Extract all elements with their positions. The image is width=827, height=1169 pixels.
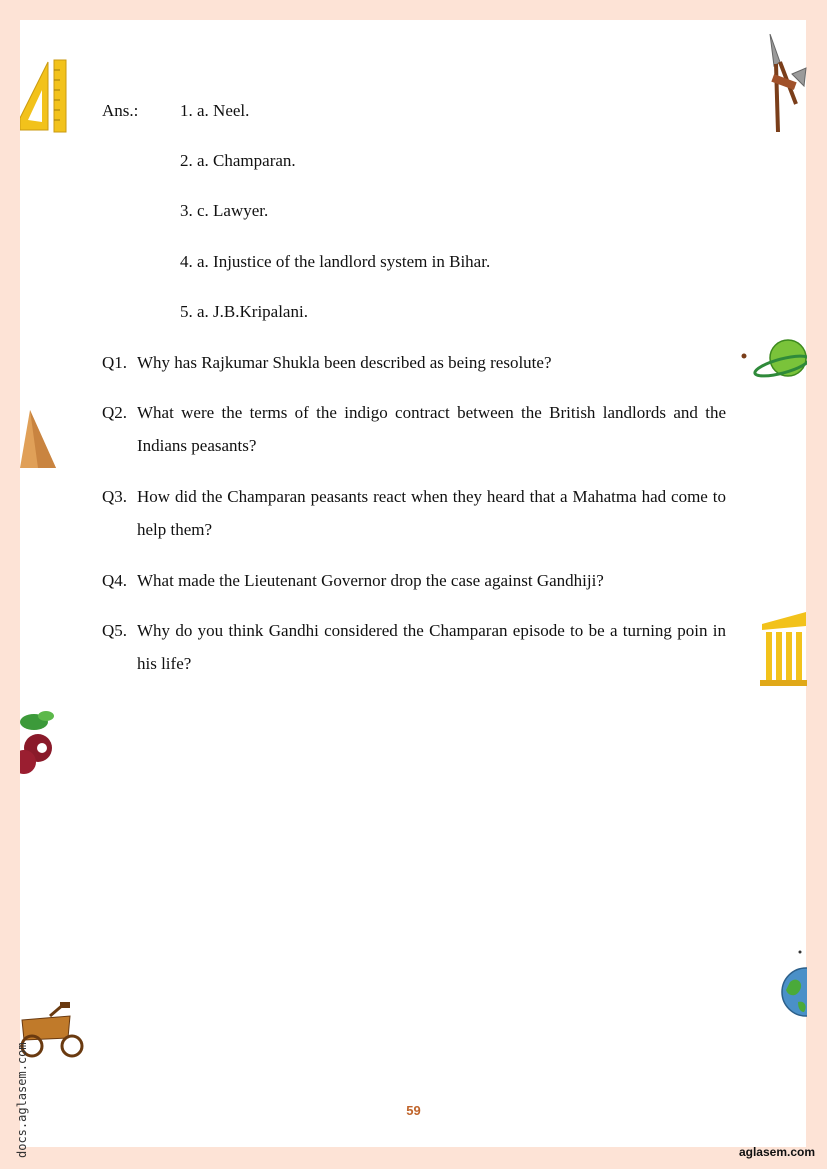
page-number: 59 — [406, 1103, 421, 1118]
question-number: Q4. — [102, 571, 128, 590]
temple-icon — [760, 608, 807, 686]
question-text: Why do you think Gandhi considered the Champaran episode to be a turning poin in his life? — [137, 621, 726, 673]
question-number: Q3. — [102, 487, 128, 506]
question-text: What made the Lieutenant Governor drop the case against Gandhiji? — [137, 571, 604, 590]
question-item — [102, 396, 726, 462]
side-watermark: docs.aglasem.com — [15, 1042, 29, 1158]
fruit-icon — [20, 706, 60, 778]
cart-icon — [20, 1002, 84, 1060]
answer-item: 2. a. Champaran. — [180, 151, 296, 170]
question-item — [102, 346, 726, 379]
question-text: What were the terms of the indigo contract between the British landlords and the Indians peasants? — [137, 403, 726, 455]
question-number: Q1. — [102, 353, 128, 372]
planet-icon — [740, 336, 807, 382]
question-text: Why has Rajkumar Shukla been described as being resolute? — [137, 353, 552, 372]
answer-item: 4. a. Injustice of the landlord system in Bihar. — [180, 252, 491, 271]
question-item — [102, 614, 726, 680]
answer-item: 5. a. J.B.Kripalani. — [180, 302, 308, 321]
question-item — [102, 480, 726, 546]
spear-icon — [766, 34, 808, 136]
answer-item: 3. c. Lawyer. — [180, 201, 269, 220]
question-number: Q5. — [102, 621, 128, 640]
question-number: Q2. — [102, 403, 128, 422]
pyramid-icon — [20, 410, 58, 470]
answer-item: 1. a. Neel. — [180, 101, 250, 120]
question-text: How did the Champaran peasants react when they heard that a Mahatma had come to help them? — [137, 487, 726, 539]
ruler-icon — [20, 58, 68, 134]
footer-watermark: aglasem.com — [738, 1145, 815, 1159]
answers-label: Ans.: — [102, 101, 139, 120]
question-item — [102, 564, 726, 597]
globe-icon — [776, 948, 807, 1018]
